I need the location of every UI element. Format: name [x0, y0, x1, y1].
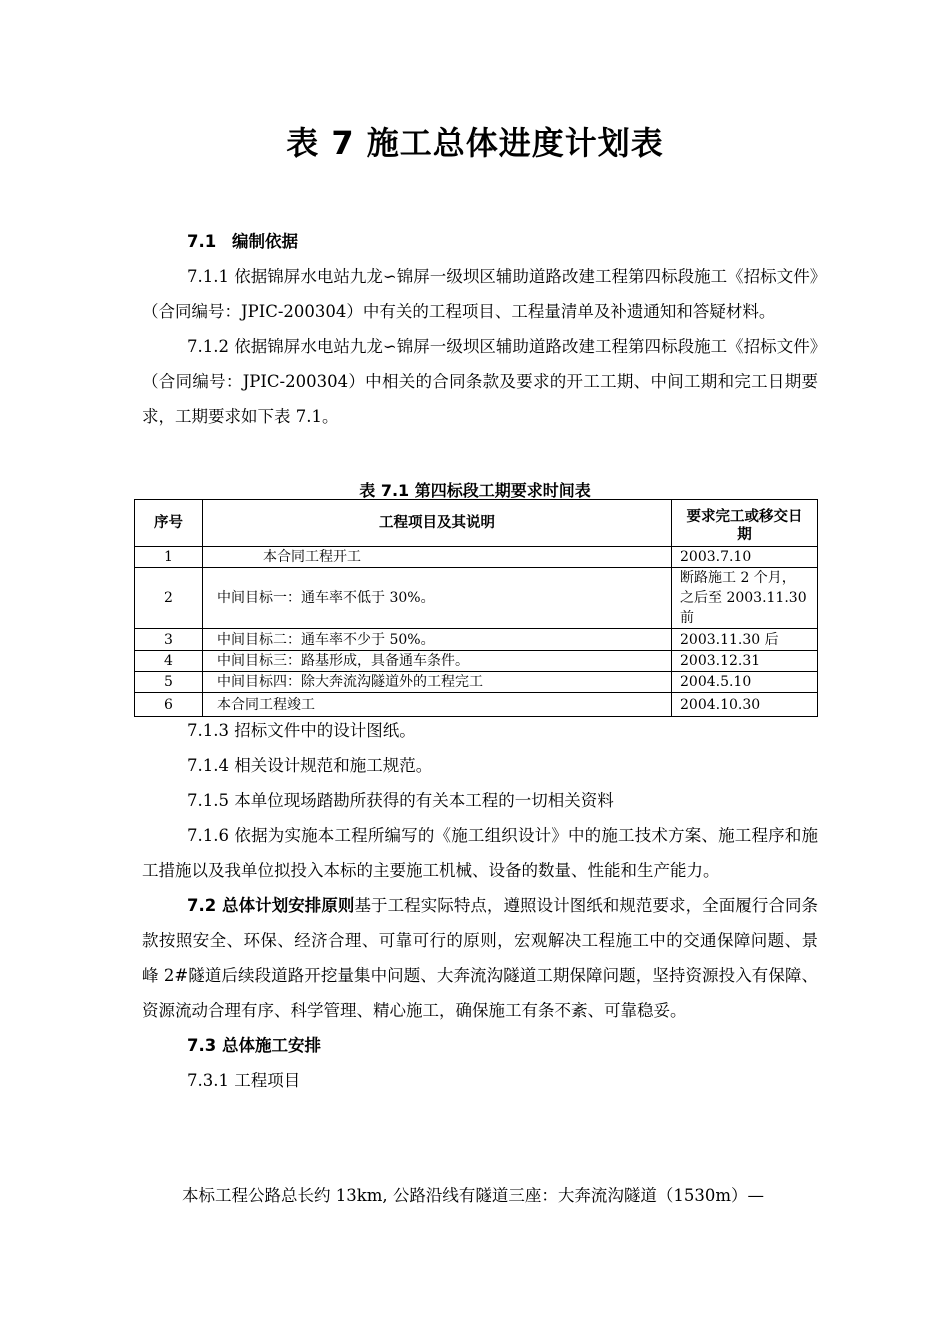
table-row [135, 629, 818, 651]
paragraph-7-1-1: 7.1.1 依据锦屏水电站九龙∽锦屏一级坝区辅助道路改建工程第四标段施工《招标文件》（合同编号：JPIC-200304）中有关的工程项目、工程量清单及补遗通知和答疑材料。 [142, 267, 818, 321]
paragraph-7-2 [142, 888, 818, 1028]
heading-number: 7.1 [187, 232, 217, 251]
paragraph-7-1-2: 7.1.2 依据锦屏水电站九龙∽锦屏一级坝区辅助道路改建工程第四标段施工《招标文件》（合同编号：JPIC-200304）中相关的合同条款及要求的开工工期、中间工期和完工日期要求，工期要求如下表 7.1。 [142, 337, 818, 426]
cell-item: 中间目标二：通车率不少于 50%。 [203, 629, 672, 651]
paragraph-7-3-1: 本标工程公路总长约 13km, 公路沿线有隧道三座：大奔流沟隧道（1530m）— [182, 1186, 765, 1205]
heading-text: 编制依据 [231, 232, 298, 251]
heading-7-3-text: 7.3 总体施工安排 [187, 1036, 321, 1055]
schedule-table [134, 499, 818, 717]
section-7-1-bottom [142, 713, 818, 1098]
cell-date: 2003.12.31 [672, 651, 818, 672]
table-row [135, 651, 818, 672]
paragraph-7-1-5: 7.1.5 本单位现场踏勘所获得的有关本工程的一切相关资料 [187, 791, 614, 810]
table-caption: 表 7.1 第四标段工期要求时间表 [359, 481, 591, 500]
section-7-1-top [142, 224, 818, 434]
cell-date: 2004.10.30 [672, 693, 818, 717]
heading-7-3 [142, 1028, 818, 1063]
cell-date: 2004.5.10 [672, 672, 818, 693]
text-7-2: 基于工程实际特点，遵照设计图纸和规范要求，全面履行合同条款按照安全、环保、经济合理、可靠可行的原则，宏观解决工程施工中的交通保障问题、景峰 2#隧道后续段道路开挖量集中问题、大奔流沟隧道工期保障问题，坚持资源投入有保障、资源流动合理有序、科学管理、精心施工，确保施工有条不紊、可靠稳妥。 [142, 896, 818, 1020]
cell-item: 本合同工程开工 [203, 547, 672, 568]
cell-no: 4 [135, 651, 203, 672]
section-heading-7-1 [142, 224, 818, 259]
cell-date: 2003.11.30 后 [672, 629, 818, 651]
cell-item: 中间目标三：路基形成，具备通车条件。 [203, 651, 672, 672]
cell-no: 2 [135, 568, 203, 629]
table-row [135, 547, 818, 568]
cell-item: 中间目标四：除大奔流沟隧道外的工程完工 [203, 672, 672, 693]
table-row [135, 568, 818, 629]
heading-7-2: 7.2 总体计划安排原则 [187, 896, 355, 915]
section-7-3-1-text [142, 1178, 818, 1213]
header-date: 要求完工或移交日期 [672, 500, 818, 547]
header-item: 工程项目及其说明 [203, 500, 672, 547]
header-no: 序号 [135, 500, 203, 547]
cell-no: 5 [135, 672, 203, 693]
cell-no: 1 [135, 547, 203, 568]
paragraph-7-1-6: 7.1.6 依据为实施本工程所编写的《施工组织设计》中的施工技术方案、施工程序和施工措施以及我单位拟投入本标的主要施工机械、设备的数量、性能和生产能力。 [142, 826, 818, 880]
document-title: 表 7 施工总体进度计划表 [286, 124, 664, 162]
cell-date: 断路施工 2 个月，之后至 2003.11.30 前 [672, 568, 818, 629]
paragraph-7-1-4: 7.1.4 相关设计规范和施工规范。 [187, 756, 433, 775]
table-header-row [135, 500, 818, 547]
cell-no: 3 [135, 629, 203, 651]
cell-date: 2003.7.10 [672, 547, 818, 568]
cell-no: 6 [135, 693, 203, 717]
cell-item: 本合同工程竣工 [203, 693, 672, 717]
cell-item: 中间目标一：通车率不低于 30%。 [203, 568, 672, 629]
paragraph-7-1-3: 7.1.3 招标文件中的设计图纸。 [187, 721, 416, 740]
heading-7-3-1: 7.3.1 工程项目 [187, 1071, 301, 1090]
table-row [135, 672, 818, 693]
